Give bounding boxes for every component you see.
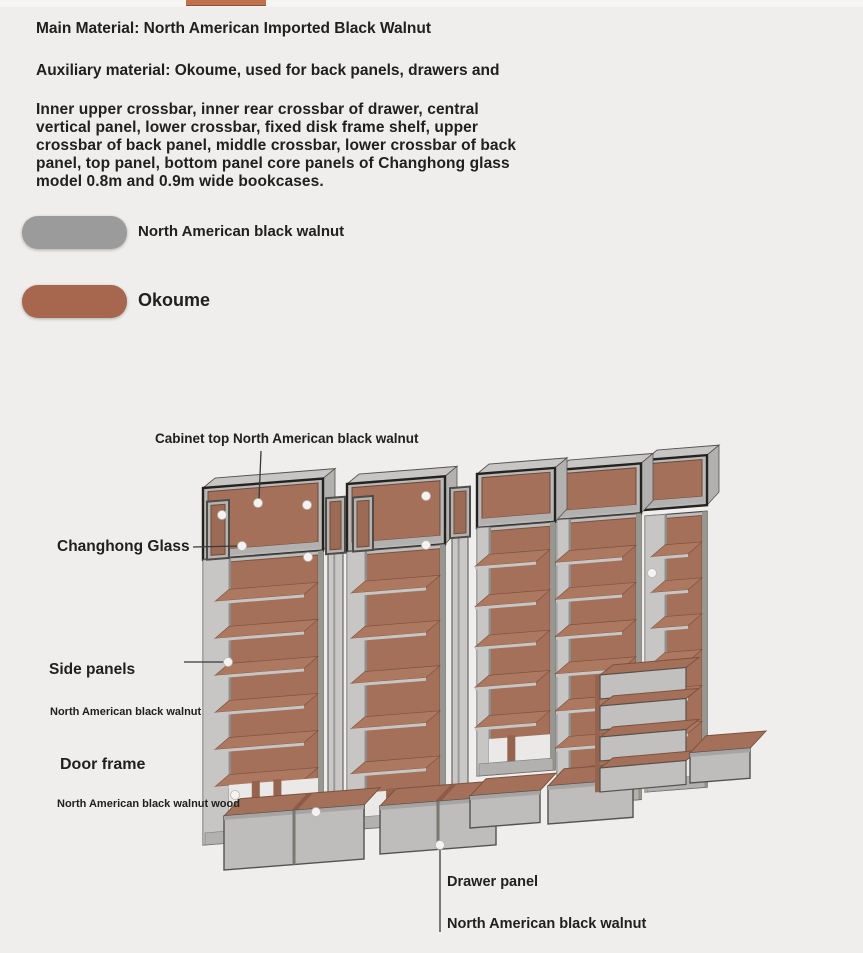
callout-dot	[238, 542, 247, 551]
material-detail-line: vertical panel, lower crossbar, fixed disk frame shelf, upper	[36, 119, 478, 136]
callout-dot	[436, 841, 445, 850]
material-detail-line: panel, top panel, bottom panel core panels of Changhong glass	[36, 155, 510, 172]
callout-dot	[648, 569, 657, 578]
side-panels-material-label: North American black walnut	[50, 706, 202, 718]
material-detail-line: Inner upper crossbar, inner rear crossbar of drawer, central	[36, 101, 479, 118]
side-panels-label: Side panels	[49, 661, 136, 678]
walnut-swatch-label: North American black walnut	[138, 223, 345, 240]
okoume-swatch-label: Okoume	[138, 290, 211, 310]
gap-side-panel	[326, 497, 345, 802]
callout-dot	[303, 501, 312, 510]
gap-side-panel	[450, 487, 470, 793]
drawer-panel-label: Drawer panel	[447, 874, 539, 890]
bookcase-unit	[203, 469, 335, 845]
auxiliary-material-text: Auxiliary material: Okoume, used for back panels, drawers and	[36, 62, 500, 79]
material-detail-line: model 0.8m and 0.9m wide bookcases.	[36, 173, 324, 190]
bookcase-unit	[475, 458, 567, 776]
open-drawer	[224, 788, 380, 870]
door-frame-label: Door frame	[60, 756, 146, 773]
callout-dot	[224, 658, 233, 667]
drawer-panel-material-label: North American black walnut	[447, 916, 647, 932]
door-frame-material-label: North American black walnut wood	[57, 798, 240, 810]
callout-dot	[218, 511, 227, 520]
cabinet-top-label: Cabinet top North American black walnut	[155, 431, 419, 446]
callout-dot	[312, 808, 321, 817]
callout-dot	[304, 553, 313, 562]
material-detail-line: crossbar of back panel, middle crossbar, lower crossbar of back	[36, 137, 517, 154]
changhong-glass-label: Changhong Glass	[57, 538, 190, 555]
callout-dot	[422, 492, 431, 501]
main-material-text: Main Material: North American Imported Black Walnut	[36, 20, 432, 37]
open-drawer	[470, 773, 556, 828]
drawer-stack	[595, 657, 699, 792]
callout-dot	[422, 541, 431, 550]
bookcase-unit	[347, 466, 457, 830]
callout-dot	[254, 499, 263, 508]
